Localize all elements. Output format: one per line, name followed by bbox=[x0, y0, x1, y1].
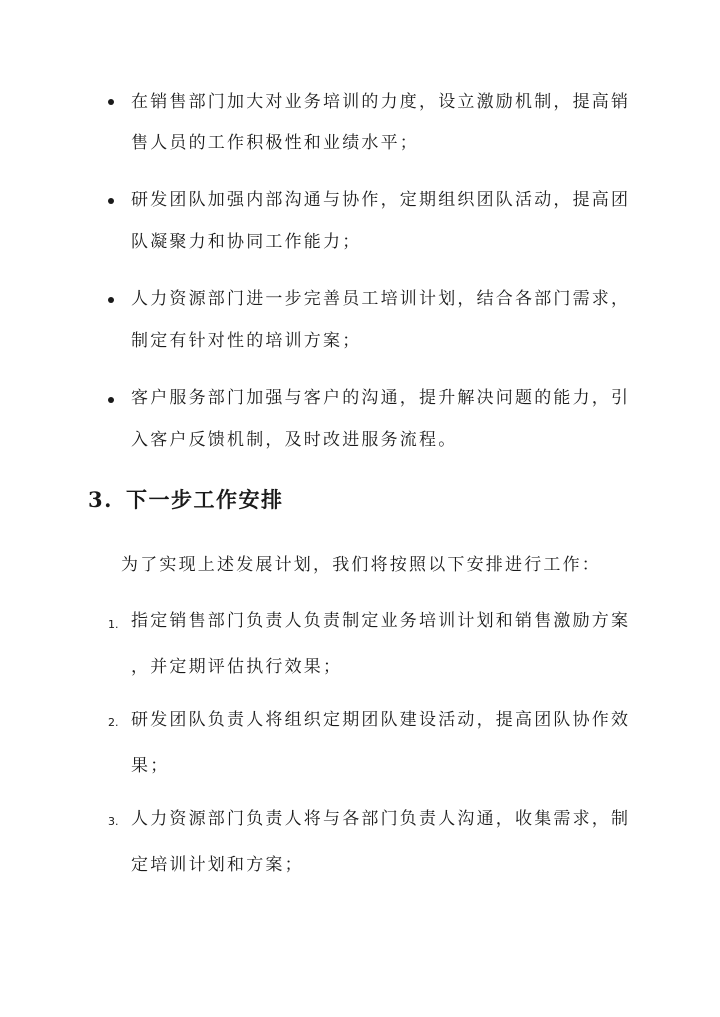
section-number: 3. bbox=[88, 487, 113, 512]
bullet-text-line: 入客户反馈机制，及时改进服务流程。 bbox=[131, 430, 458, 450]
bullet-marker bbox=[108, 198, 114, 204]
bullet-text-line: 在销售部门加大对业务培训的力度，设立激励机制，提高销 bbox=[131, 92, 631, 112]
bullet-text-line: 售人员的工作积极性和业绩水平； bbox=[131, 133, 419, 153]
item-number: 1. bbox=[108, 618, 119, 631]
section-intro: 为了实现上述发展计划，我们将按照以下安排进行工作： bbox=[121, 555, 601, 575]
item-number: 3. bbox=[108, 815, 119, 828]
numbered-text-line: 定培训计划和方案； bbox=[131, 855, 304, 875]
numbered-text-line: 指定销售部门负责人负责制定业务培训计划和销售激励方案 bbox=[131, 611, 631, 631]
section-heading bbox=[88, 486, 284, 514]
bullet-text-line: 队凝聚力和协同工作能力； bbox=[131, 232, 362, 252]
bullet-marker bbox=[108, 99, 114, 105]
numbered-text-line: ，并定期评估执行效果； bbox=[131, 657, 343, 677]
item-number: 2. bbox=[108, 716, 119, 729]
numbered-text-line: 果； bbox=[131, 756, 170, 776]
bullet-marker bbox=[108, 297, 114, 303]
bullet-text-line: 人力资源部门进一步完善员工培训计划，结合各部门需求， bbox=[131, 289, 631, 309]
numbered-text-line: 研发团队负责人将组织定期团队建设活动，提高团队协作效 bbox=[131, 710, 631, 730]
numbered-text-line: 人力资源部门负责人将与各部门负责人沟通，收集需求，制 bbox=[131, 809, 631, 829]
bullet-text-line: 研发团队加强内部沟通与协作，定期组织团队活动，提高团 bbox=[131, 190, 631, 210]
bullet-text-line: 客户服务部门加强与客户的沟通，提升解决问题的能力，引 bbox=[131, 388, 631, 408]
bullet-text-line: 制定有针对性的培训方案； bbox=[131, 331, 362, 351]
bullet-marker bbox=[108, 397, 114, 403]
section-title: 下一步工作安排 bbox=[126, 487, 284, 512]
